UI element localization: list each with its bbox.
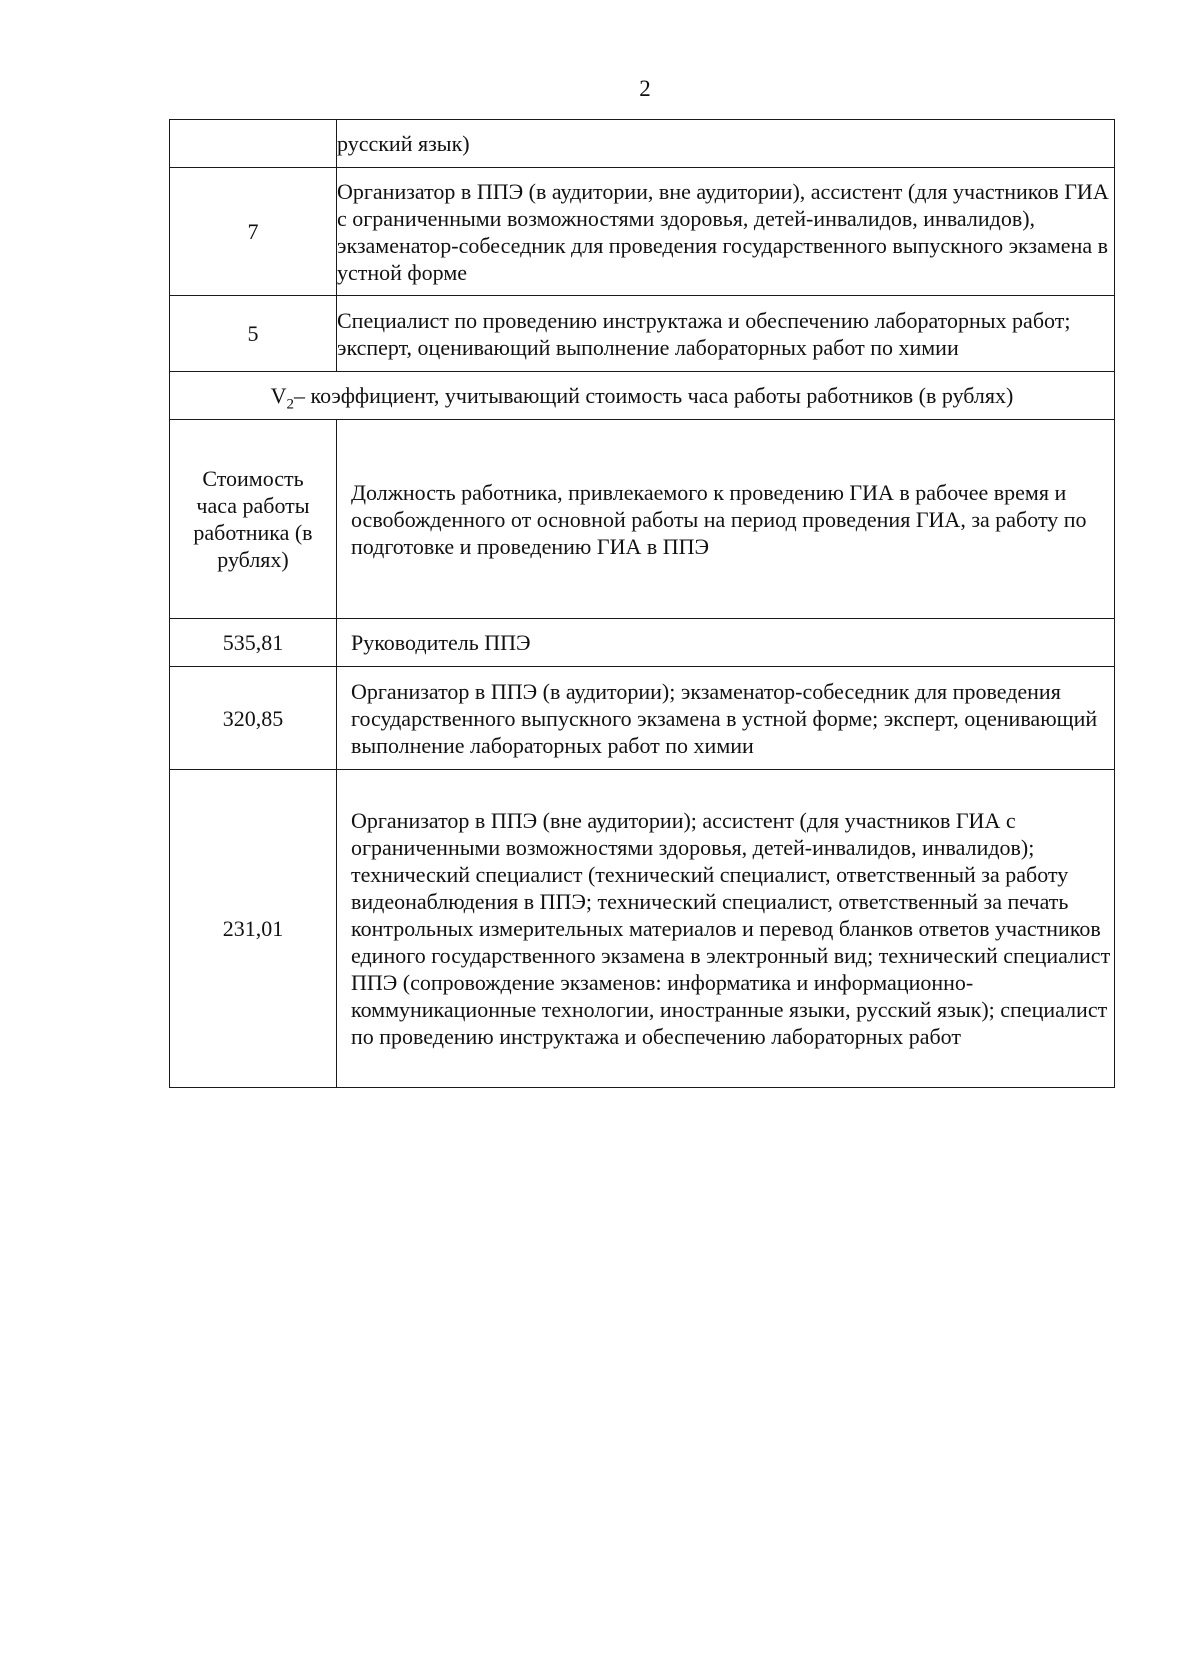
cost-cell: 320,85 — [170, 667, 337, 770]
position-cell: Организатор в ППЭ (в аудитории); экзаменатор-собеседник для проведения государственного выпускного экзамена в устной форме; эксперт, оценивающий выполнение лабораторных работ по химии — [337, 667, 1115, 770]
table-row — [170, 168, 1115, 296]
section-heading-symbol: V — [270, 383, 287, 408]
section-heading-row — [170, 372, 1115, 420]
table-row — [170, 667, 1115, 770]
table-row — [170, 296, 1115, 372]
table-row — [170, 120, 1115, 168]
coefficient-table — [169, 119, 1115, 1088]
page-number: 2 — [639, 76, 651, 101]
section-heading — [170, 372, 1115, 420]
position-cell: Организатор в ППЭ (в аудитории, вне аудитории), ассистент (для участников ГИА с ограниченными возможностями здоровья, детей-инвалидов, инвалидов), экзаменатор-собеседник для проведения государственного выпускного экзамена в устной форме — [337, 168, 1115, 296]
cost-cell: 231,01 — [170, 770, 337, 1088]
cost-cell: 535,81 — [170, 619, 337, 667]
position-cell: Руководитель ППЭ — [337, 619, 1115, 667]
section-heading-subscript: 2 — [286, 396, 295, 413]
position-cell: Специалист по проведению инструктажа и обеспечению лабораторных работ; эксперт, оценивающий выполнение лабораторных работ по химии — [337, 296, 1115, 372]
coefficient-cell: 7 — [170, 168, 337, 296]
table-row — [170, 619, 1115, 667]
coefficient-cell: 5 — [170, 296, 337, 372]
table-row — [170, 770, 1115, 1088]
position-cell: Организатор в ППЭ (вне аудитории); ассистент (для участников ГИА с ограниченными возможностями здоровья, детей-инвалидов, инвалидов); технический специалист (технический специалист, ответственный за работу видеонаблюдения в ППЭ; технический специалист, ответственный за печать контрольных измерительных материалов и перевод бланков ответов участников единого государственного экзамена в электронный вид; технический специалист ППЭ (сопровождение экзаменов: информатика и информационно-коммуникационные технологии, иностранные языки, русский язык); специалист по проведению инструктажа и обеспечению лабораторных работ — [337, 770, 1115, 1088]
column-header-row — [170, 420, 1115, 619]
cost-column-header: Стоимость часа работы работника (в рублях) — [170, 420, 337, 619]
position-column-header: Должность работника, привлекаемого к проведению ГИА в рабочее время и освобожденного от основной работы на период проведения ГИА, за работу по подготовке и проведению ГИА в ППЭ — [337, 420, 1115, 619]
coefficient-cell — [170, 120, 337, 168]
section-heading-text: – коэффициент, учитывающий стоимость часа работы работников (в рублях) — [294, 383, 1014, 408]
position-cell: русский язык) — [337, 120, 1115, 168]
